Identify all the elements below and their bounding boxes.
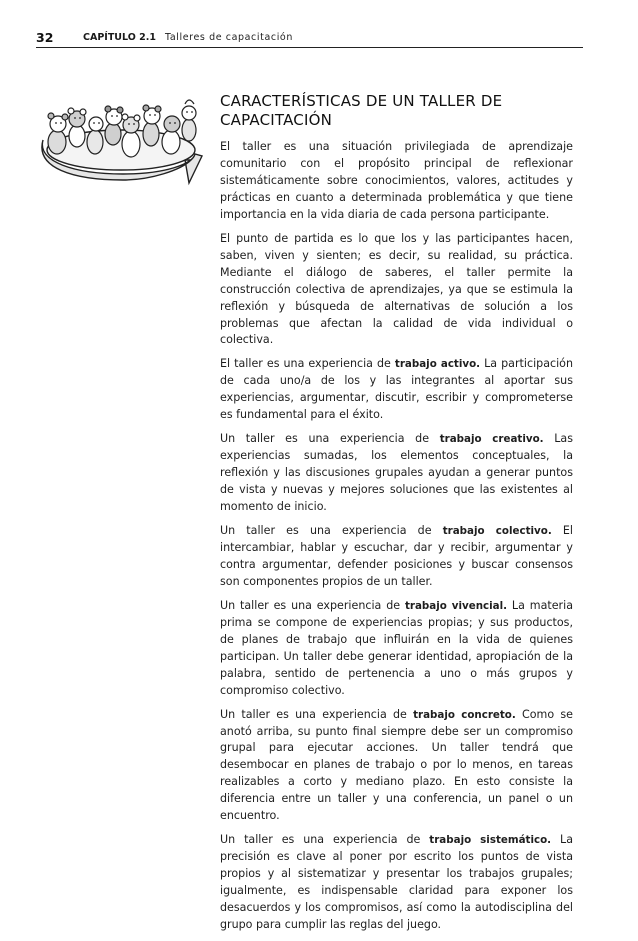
intro-paragraph: El punto de partida es lo que los y las participantes hacen, saben, viven y sienten; es decir, su realidad, su práctica. Mediante el diálogo de saberes, el taller permite la construcción colectiva de aprendizajes, ya que se estimula la reflexión y búsqueda de alternativas de solución a los problemas que afectan la calidad de vida individual o colectiva.: [220, 231, 573, 347]
section-title-line2: CAPACITACIÓN: [220, 111, 333, 129]
feature-text: La participación de cada uno/a de los y las integrantes al aportar sus experiencias, argumentar, discutir, escribir y comprometerse es fundamental para el éxito.: [220, 357, 573, 422]
feature-lead: Un taller es una experiencia de: [220, 432, 440, 446]
feature-lead: Un taller es una experiencia de: [220, 524, 443, 538]
feature-text: Como se anotó arriba, su punto final siempre debe ser un compromiso grupal para ejecutar acciones. Un taller tendrá que desembocar en planes de trabajo o por lo menos, en tareas realizables a corto y mediano plazo. En esto consiste la diferencia entre un taller y una conferencia, un panel o un encuentro.: [220, 707, 573, 823]
chapter-label: CAPÍTULO 2.1: [83, 32, 156, 43]
feature-lead: Un taller es una experiencia de: [220, 833, 430, 847]
feature-keyword: trabajo vivencial.: [404, 599, 508, 612]
feature-paragraph-trabajo-concreto: [220, 707, 573, 826]
feature-keyword: trabajo sistemático.: [429, 834, 552, 847]
feature-paragraph-trabajo-activo: [220, 356, 573, 424]
running-head: [83, 32, 293, 43]
section-title: [220, 92, 573, 130]
feature-text: La materia prima se compone de experiencias propias; y sus productos, de planes de trabajo que influirán en la vida de quienes participan. Un taller debe generar identidad, apropiación de la palabra, sentido de pertenencia a uno o más grupos y compromiso colectivo.: [220, 598, 573, 697]
page-header: [36, 30, 583, 46]
feature-paragraph-trabajo-vivencial: [220, 598, 573, 700]
feature-lead: Un taller es una experiencia de: [220, 598, 405, 612]
feature-paragraph-trabajo-colectivo: [220, 523, 573, 591]
feature-keyword: trabajo colectivo.: [442, 525, 552, 538]
main-content: [220, 92, 573, 941]
feature-text: La precisión es clave al poner por escrito los puntos de vista propios y al sistematizar y presentar los trabajos grupales; igualmente, es indispensable claridad para exponer los desacuerdos y los compromisos, así como la autodisciplina del grupo para cumplir las reglas del juego.: [220, 833, 573, 931]
group-on-circular-arrow-illustration: [35, 90, 207, 186]
section-title-line1: CARACTERÍSTICAS DE UN TALLER DE: [220, 92, 503, 110]
feature-paragraph-trabajo-sistematico: [220, 832, 573, 934]
intro-paragraph: El taller es una situación privilegiada de aprendizaje comunitario con el propósito principal de reflexionar sistemáticamente sobre conocimientos, valores, actitudes y prácticas en cuanto a determinada problemática y que tiene importancia en la vida diaria de cada persona participante.: [220, 140, 573, 221]
header-rule: [36, 47, 583, 48]
chapter-title: Talleres de capacitación: [164, 32, 293, 43]
feature-lead: El taller es una experiencia de: [220, 357, 395, 371]
feature-keyword: trabajo activo.: [394, 358, 481, 371]
feature-keyword: trabajo creativo.: [439, 433, 544, 446]
page-number: 32: [36, 30, 54, 45]
feature-text: Las experiencias sumadas, los elementos conceptuales, la reflexión y las discusiones grupales ayudan a generar puntos de vista y nuevas y mejores soluciones que las existentes al momento de inicio.: [220, 432, 573, 514]
feature-text: El intercambiar, hablar y escuchar, dar y recibir, argumentar y contra argumentar, defender posiciones y buscar consensos son componentes propios de un taller.: [220, 524, 574, 588]
feature-keyword: trabajo concreto.: [413, 708, 516, 721]
feature-paragraph-trabajo-creativo: [220, 431, 573, 516]
feature-lead: Un taller es una experiencia de: [220, 707, 414, 721]
